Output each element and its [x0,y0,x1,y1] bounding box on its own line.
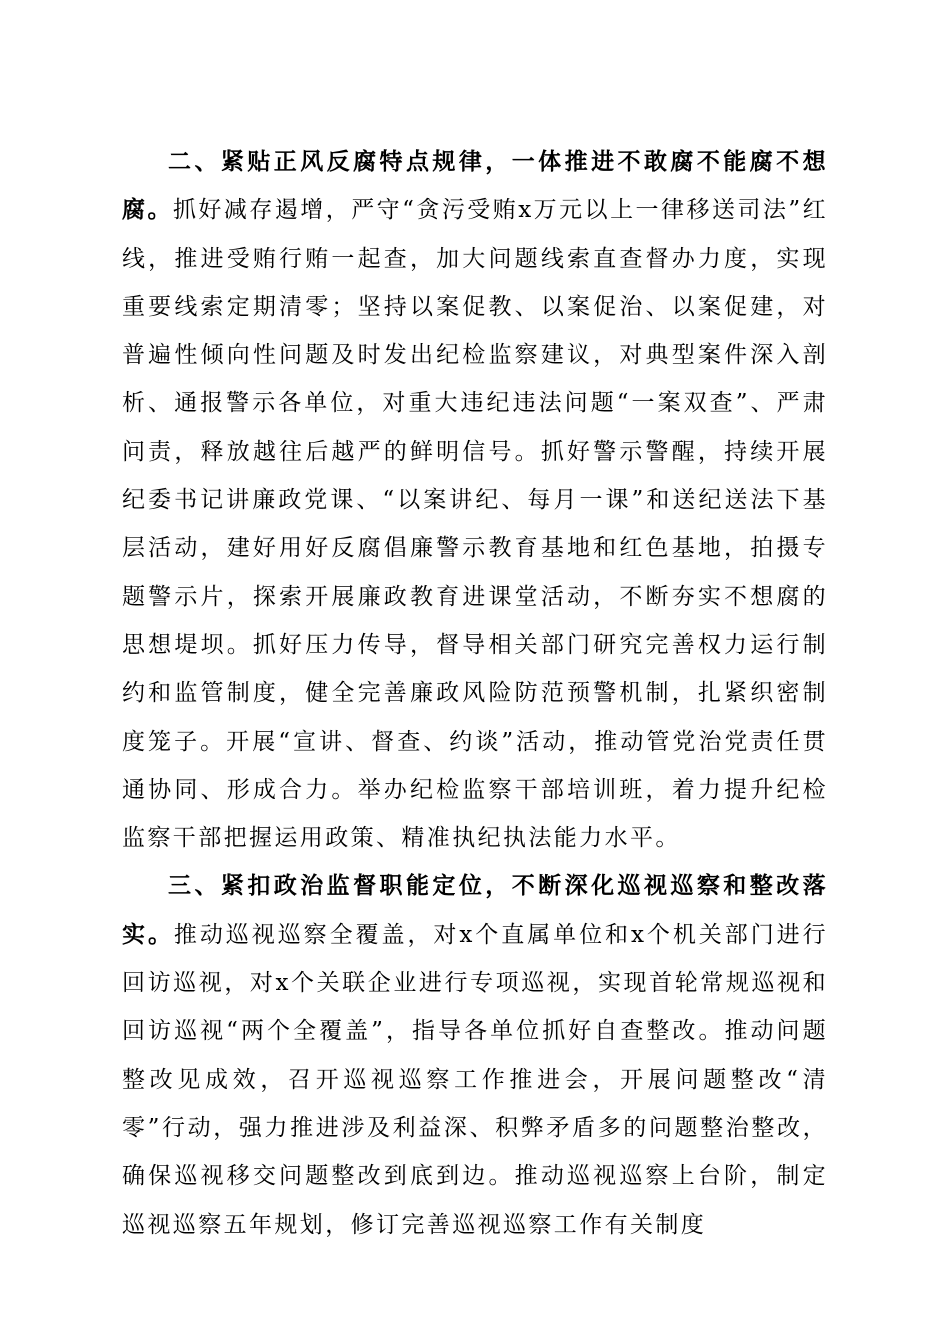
section-three-body: 推动巡视巡察全覆盖，对x个直属单位和x个机关部门进行回访巡视，对x个关联企业进行专项巡视，实现首轮常规巡视和回访巡视“两个全覆盖”，指导各单位抓好自查整改。推动问题整改见成效，召开巡视巡察工作推进会，开展问题整改“清零”行动，强力推进涉及利益深、积弊矛盾多的问题整治整改，确保巡视移交问题整改到底到边。推动巡视巡察上台阶，制定巡视巡察五年规划，修订完善巡视巡察工作有关制度 [122,921,828,1238]
section-two-body: 抓好减存遏增，严守“贪污受贿x万元以上一律移送司法”红线，推进受贿行贿一起查，加大问题线索直查督办力度，实现重要线索定期清零；坚持以案促教、以案促治、以案促建，对普遍性倾向性问题及时发出纪检监察建议，对典型案件深入剖析、通报警示各单位，对重大违纪违法问题“一案双查”、严肃问责，释放越往后越严的鲜明信号。抓好警示警醒，持续开展纪委书记讲廉政党课、“以案讲纪、每月一课”和送纪送法下基层活动，建好用好反腐倡廉警示教育基地和红色基地，拍摄专题警示片，探索开展廉政教育进课堂活动，不断夯实不想腐的思想堤坝。抓好压力传导，督导相关部门研究完善权力运行制约和监管制度，健全完善廉政风险防范预警机制，扎紧织密制度笼子。开展“宣讲、督查、约谈”活动，推动管党治党责任贯通协同、形成合力。举办纪检监察干部培训班，着力提升纪检监察干部把握运用政策、精准执纪执法能力水平。 [122,197,828,852]
section-two-heading: 二、紧贴正风反腐特点规律，一体推进不敢腐不能腐不想腐。 [122,148,828,224]
document-page [122,138,828,1249]
paragraph-section-three [122,862,828,1248]
section-three-heading: 三、紧扣政治监督职能定位，不断深化巡视巡察和整改落实。 [122,872,828,948]
paragraph-section-two [122,138,828,862]
